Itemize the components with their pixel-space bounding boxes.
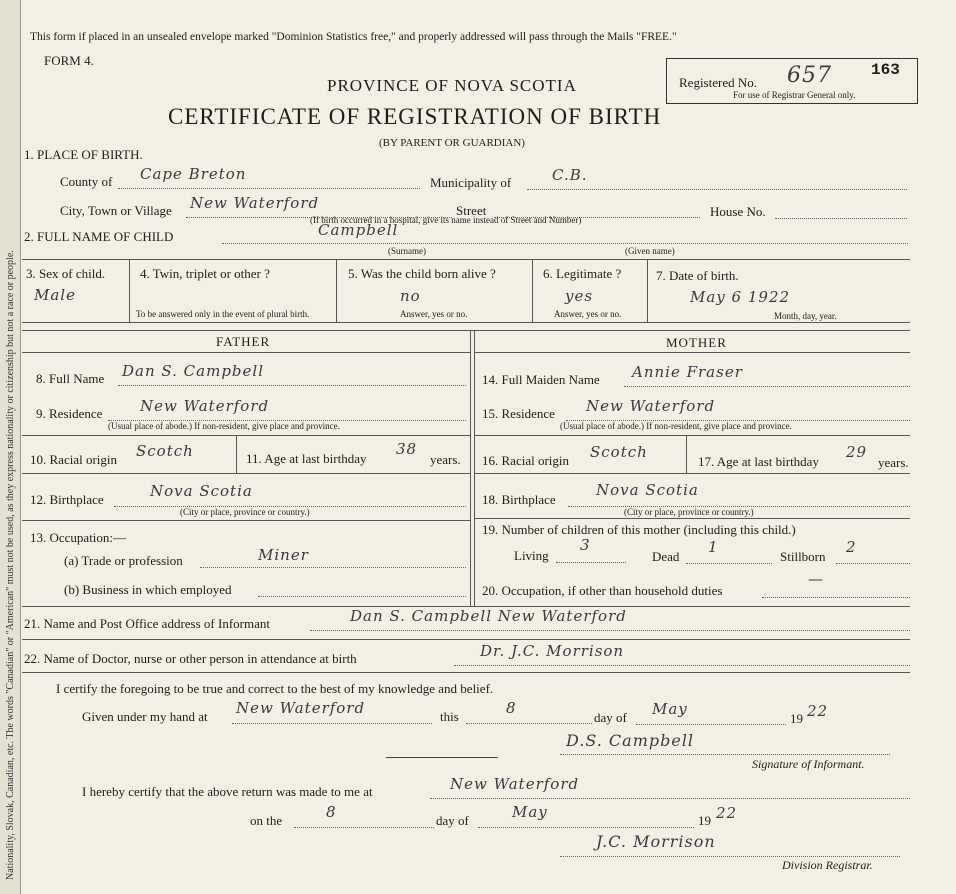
city-value: New Waterford [190, 194, 320, 212]
father-birthplace-value: Nova Scotia [150, 482, 253, 500]
informant-value: Dan S. Campbell New Waterford [350, 607, 627, 625]
certify-year-value: 22 [807, 702, 829, 720]
dob-note: Month, day, year. [774, 311, 837, 321]
registrar-day-value: 8 [326, 803, 337, 821]
form-number: FORM 4. [44, 53, 94, 68]
division-registrar-label: Division Registrar. [782, 858, 873, 872]
dob-label: 7. Date of birth. [656, 268, 739, 283]
stillborn-value: 2 [846, 538, 857, 556]
registered-box [666, 58, 918, 104]
page-subtitle: (BY PARENT OR GUARDIAN) [379, 137, 525, 149]
father-birthplace-label: 12. Birthplace [30, 492, 104, 507]
alive-value: no [400, 287, 421, 305]
father-birthplace-note: (City or place, province or country.) [180, 507, 310, 517]
municipality-value: C.B. [552, 166, 588, 184]
mother-age-label: 17. Age at last birthday [698, 454, 819, 469]
house-label: House No. [710, 204, 766, 219]
municipality-label: Municipality of [430, 175, 512, 190]
registered-label: Registered No. [679, 75, 757, 90]
informant-signature: D.S. Campbell [566, 731, 695, 750]
dead-label: Dead [652, 549, 680, 564]
mother-race-label: 16. Racial origin [482, 453, 570, 468]
given-under-label: Given under my hand at [82, 709, 208, 724]
county-value: Cape Breton [140, 165, 247, 183]
legitimate-note: Answer, yes or no. [554, 309, 622, 319]
informant-label: 21. Name and Post Office address of Informant [24, 616, 270, 631]
mother-age-value: 29 [846, 443, 868, 461]
page-title: CERTIFICATE OF REGISTRATION OF BIRTH [168, 104, 662, 129]
registered-number: 657 [787, 63, 832, 88]
registrar-year-prefix: 19 [698, 813, 711, 828]
father-age-label: 11. Age at last birthday [246, 451, 367, 466]
child-surname-value: Campbell [318, 221, 399, 239]
given-name-note: (Given name) [625, 246, 675, 256]
mother-residence-label: 15. Residence [482, 406, 555, 421]
on-the-label: on the [250, 813, 283, 828]
father-age-years: years. [430, 452, 461, 467]
mother-residence-value: New Waterford [586, 397, 716, 415]
father-race-label: 10. Racial origin [30, 452, 118, 467]
father-name-value: Dan S. Campbell [122, 362, 264, 380]
legitimate-label: 6. Legitimate ? [543, 266, 622, 281]
place-heading: 1. PLACE OF BIRTH. [24, 147, 143, 162]
given-place-value: New Waterford [236, 699, 366, 717]
alive-label: 5. Was the child born alive ? [348, 266, 496, 281]
registrar-certify-text: I hereby certify that the above return was made to me at [82, 784, 373, 799]
hospital-note: (If birth occurred in a hospital, give its name instead of Street and Number) [310, 215, 582, 225]
legitimate-value: yes [565, 287, 594, 305]
father-heading: FATHER [216, 334, 271, 349]
city-label: City, Town or Village [60, 203, 172, 218]
registrar-place-value: New Waterford [450, 775, 580, 793]
mother-birthplace-note: (City or place, province or country.) [624, 507, 754, 517]
mother-children-label: 19. Number of children of this mother (including this child.) [482, 522, 796, 537]
registrar-signature: J.C. Morrison [596, 832, 716, 851]
father-trade-label: (a) Trade or profession [64, 553, 183, 568]
sex-label: 3. Sex of child. [26, 266, 106, 281]
father-occupation-label: 13. Occupation:— [30, 530, 127, 545]
sex-value: Male [34, 286, 76, 304]
registered-stamp: 163 [871, 61, 900, 79]
registrar-year-value: 22 [716, 804, 738, 822]
father-trade-value: Miner [258, 546, 309, 564]
certify-text: I certify the foregoing to be true and correct to the best of my knowledge and belief. [56, 681, 494, 696]
province-heading: PROVINCE OF NOVA SCOTIA [327, 76, 577, 95]
certify-year-prefix: 19 [790, 711, 803, 726]
mother-name-label: 14. Full Maiden Name [482, 372, 600, 387]
mother-birthplace-value: Nova Scotia [596, 481, 699, 499]
father-residence-note: (Usual place of abode.) If non-resident, give place and province. [108, 421, 340, 431]
certify-month-value: May [652, 700, 688, 718]
father-business-label: (b) Business in which employed [64, 582, 232, 597]
stillborn-label: Stillborn [780, 549, 826, 564]
mother-occupation-label: 20. Occupation, if other than household duties [482, 583, 723, 598]
dead-value: 1 [708, 538, 719, 556]
alive-note: Answer, yes or no. [400, 309, 468, 319]
left-margin-notice: Nationality, Slovak, Canadian, etc. The words "Canadian" or "American" must not be used, as they express nationality or citizenship but not a race or people. [5, 250, 16, 880]
mother-age-years: years. [878, 455, 909, 470]
child-name-label: 2. FULL NAME OF CHILD [24, 229, 174, 244]
this-label: this [440, 709, 459, 724]
signature-informant-label: Signature of Informant. [752, 757, 865, 771]
mother-birthplace-label: 18. Birthplace [482, 492, 556, 507]
street-label: Street [456, 203, 487, 218]
left-margin-strip [0, 0, 21, 894]
mother-residence-note: (Usual place of abode.) If non-resident, give place and province. [560, 421, 792, 431]
mother-occupation-value: — [808, 570, 824, 588]
doctor-value: Dr. J.C. Morrison [480, 642, 625, 660]
registrar-day-of-label: day of [436, 813, 469, 828]
living-label: Living [514, 548, 549, 563]
doctor-label: 22. Name of Doctor, nurse or other person in attendance at birth [24, 651, 357, 666]
dob-value: May 6 1922 [690, 288, 791, 306]
certify-day-value: 8 [506, 699, 517, 717]
father-race-value: Scotch [136, 442, 194, 460]
twin-note: To be answered only in the event of plural birth. [136, 309, 310, 319]
mother-race-value: Scotch [590, 443, 648, 461]
top-notice: This form if placed in an unsealed envelope marked "Dominion Statistics free," and properly addressed will pass through the Mails "FREE." [30, 31, 677, 43]
twin-label: 4. Twin, triplet or other ? [140, 266, 270, 281]
certify-day-of-label: day of [594, 710, 627, 725]
mother-heading: MOTHER [666, 335, 727, 350]
surname-note: (Surname) [388, 246, 426, 256]
registered-note: For use of Registrar General only. [733, 90, 856, 100]
father-name-label: 8. Full Name [36, 371, 105, 386]
father-age-value: 38 [396, 440, 418, 458]
living-value: 3 [580, 536, 591, 554]
mother-name-value: Annie Fraser [632, 363, 743, 381]
registrar-month-value: May [512, 803, 548, 821]
father-residence-value: New Waterford [140, 397, 270, 415]
county-label: County of [60, 174, 113, 189]
father-residence-label: 9. Residence [36, 406, 103, 421]
